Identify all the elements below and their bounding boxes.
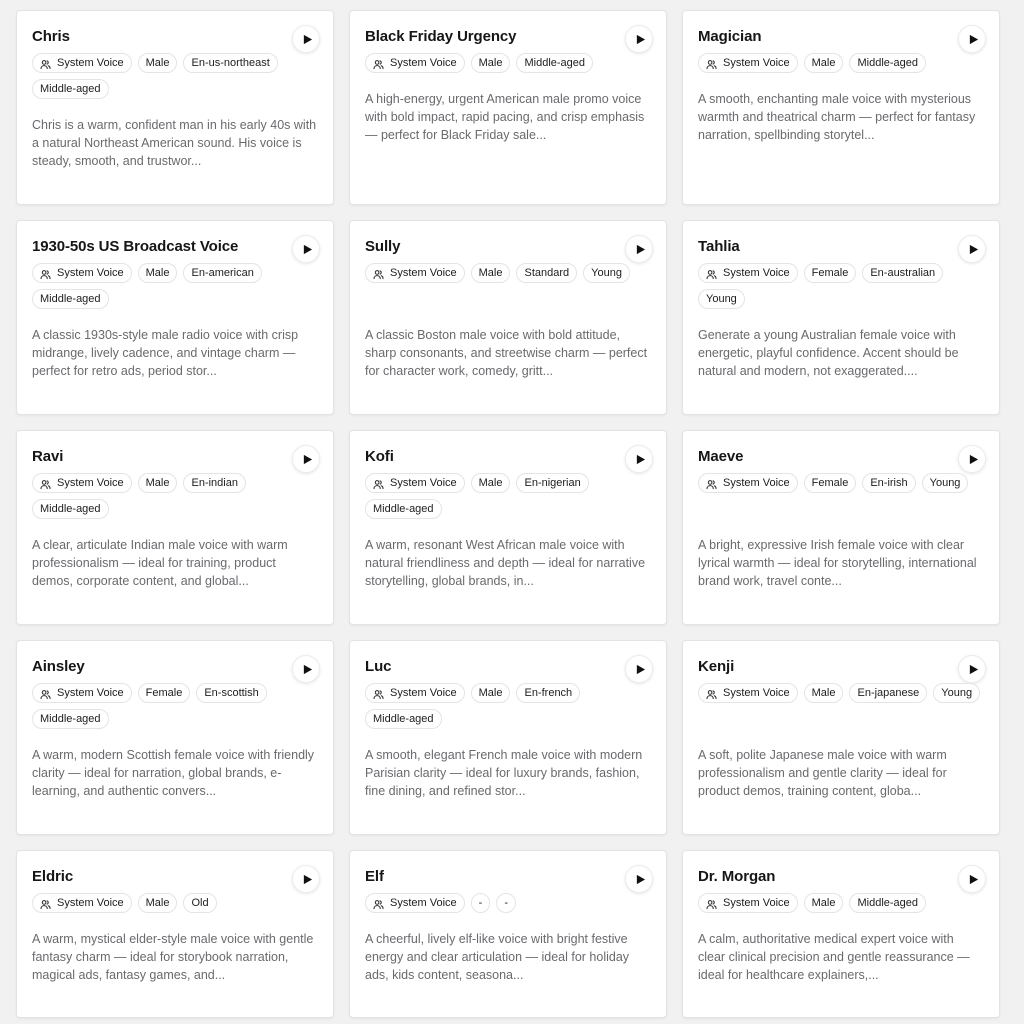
voice-card[interactable] [16, 640, 334, 835]
voice-tags [698, 683, 984, 703]
play-preview-button[interactable] [292, 25, 320, 53]
tag-label: Young [929, 477, 961, 489]
tag-label: En-japanese [857, 687, 920, 699]
voice-tag [516, 683, 580, 703]
voice-tag [698, 289, 745, 309]
user-group-icon [40, 478, 51, 489]
voice-tag [196, 683, 266, 703]
tag-label: System Voice [723, 267, 790, 279]
play-icon [300, 34, 313, 45]
play-icon [633, 34, 646, 45]
voice-name: Elf [365, 868, 384, 885]
voice-tag [471, 683, 511, 703]
voice-card[interactable] [16, 10, 334, 205]
tag-label: En-scottish [204, 687, 259, 699]
voice-description: A calm, authoritative medical expert voice with clear clinical precision and gentle reassurance — ideal for healthcare explainers,... [698, 932, 970, 982]
tag-label: Young [941, 687, 973, 699]
tag-label: En-french [524, 687, 573, 699]
user-group-icon [373, 58, 384, 69]
user-group-icon [706, 688, 717, 699]
tag-label: Middle-aged [857, 897, 919, 909]
voice-description: Generate a young Australian female voice with energetic, playful confidence. Accent should be natural and modern, not exaggerated.... [698, 328, 959, 378]
tag-label: Male [145, 57, 170, 69]
system-voice-tag [698, 263, 798, 283]
voice-description: A soft, polite Japanese male voice with warm professionalism and gentle clarity — ideal for product demos, training content, globa... [698, 748, 947, 798]
tag-label: Female [811, 477, 849, 489]
voice-name: Kofi [365, 448, 394, 465]
play-icon [966, 664, 979, 675]
system-voice-tag [365, 473, 465, 493]
voice-tag [804, 53, 844, 73]
voice-card[interactable] [16, 850, 334, 1018]
tag-label: System Voice [723, 477, 790, 489]
voice-card[interactable] [682, 10, 1000, 205]
voice-description: A classic 1930s-style male radio voice with crisp midrange, lively cadence, and vintage charm — perfect for retro ads, period stor... [32, 328, 299, 378]
system-voice-tag [698, 53, 798, 73]
voice-tag [516, 263, 577, 283]
tag-label: System Voice [390, 57, 457, 69]
voice-tag [32, 289, 109, 309]
user-group-icon [706, 898, 717, 909]
user-group-icon [706, 478, 717, 489]
voice-name: Chris [32, 28, 70, 45]
tag-label: Middle-aged [373, 713, 434, 725]
voice-description: A warm, modern Scottish female voice with friendly clarity — ideal for narration, global brands, e-learning, and authentic convers... [32, 748, 315, 798]
tag-label: System Voice [57, 57, 124, 69]
play-preview-button[interactable] [625, 235, 653, 263]
voice-card[interactable] [16, 430, 334, 625]
tag-label: En-irish [870, 477, 908, 489]
voice-name: Black Friday Urgency [365, 28, 517, 45]
voice-card[interactable] [16, 220, 334, 415]
play-icon [966, 454, 979, 465]
play-icon [633, 454, 646, 465]
voice-tag [933, 683, 980, 703]
voice-name: 1930-50s US Broadcast Voice [32, 238, 239, 255]
play-preview-button[interactable] [625, 655, 653, 683]
user-group-icon [706, 268, 717, 279]
voice-card[interactable] [349, 220, 667, 415]
tag-label: System Voice [57, 267, 124, 279]
play-preview-button[interactable] [292, 655, 320, 683]
play-icon [966, 34, 979, 45]
tag-label: Male [145, 477, 170, 489]
voice-tags [698, 473, 984, 493]
play-preview-button[interactable] [292, 865, 320, 893]
voice-tag [849, 53, 926, 73]
voice-tags [365, 473, 651, 519]
tag-label: Middle-aged [40, 503, 101, 515]
voice-tags [32, 893, 318, 913]
tag-label: Middle-aged [40, 83, 101, 95]
voice-tag [183, 263, 261, 283]
play-icon [633, 244, 646, 255]
play-preview-button[interactable] [958, 235, 986, 263]
user-group-icon [706, 58, 717, 69]
voice-tag [138, 893, 178, 913]
tag-label: En-indian [191, 477, 238, 489]
voice-tag [138, 473, 178, 493]
user-group-icon [40, 268, 51, 279]
voice-description: A warm, mystical elder-style male voice with gentle fantasy charm — ideal for storybook narration, magical ads, fantasy games, and... [32, 932, 314, 982]
tag-label: Middle-aged [857, 57, 919, 69]
user-group-icon [40, 688, 51, 699]
voice-tag [849, 683, 927, 703]
system-voice-tag [32, 683, 132, 703]
play-preview-button[interactable] [958, 25, 986, 53]
system-voice-tag [32, 893, 132, 913]
tag-label: System Voice [723, 687, 790, 699]
voice-tag [32, 79, 109, 99]
tag-label: System Voice [390, 687, 457, 699]
voice-tag [804, 473, 857, 493]
tag-label: Male [811, 897, 836, 909]
voice-card[interactable] [682, 430, 1000, 625]
play-icon [300, 454, 313, 465]
voice-tags [365, 53, 651, 73]
user-group-icon [373, 898, 384, 909]
system-voice-tag [698, 893, 798, 913]
system-voice-tag [365, 893, 465, 913]
system-voice-tag [698, 473, 798, 493]
tag-label: Young [706, 293, 737, 305]
tag-label: Middle-aged [524, 57, 586, 69]
voice-tags [365, 683, 651, 729]
voice-description: A high-energy, urgent American male promo voice with bold impact, rapid pacing, and crisp emphasis — perfect for Black Friday sale... [365, 92, 645, 142]
tag-label: - [504, 897, 508, 909]
user-group-icon [40, 58, 51, 69]
tag-label: Female [145, 687, 183, 699]
play-preview-button[interactable] [958, 655, 986, 683]
system-voice-tag [32, 53, 132, 73]
voice-name: Ainsley [32, 658, 85, 675]
tag-label: Male [145, 267, 170, 279]
play-icon [966, 874, 979, 885]
voice-tag [138, 263, 178, 283]
voice-tag [471, 893, 491, 913]
voice-tags [698, 263, 984, 309]
tag-label: System Voice [723, 897, 790, 909]
voice-tag [183, 473, 245, 493]
voice-name: Kenji [698, 658, 735, 675]
tag-label: System Voice [57, 477, 124, 489]
voice-tag [138, 683, 191, 703]
play-icon [633, 664, 646, 675]
voice-tag [32, 499, 109, 519]
voice-description: A smooth, elegant French male voice with modern Parisian clarity — ideal for luxury brands, fashion, fine dining, and refined stor... [365, 748, 643, 798]
voice-card[interactable] [682, 850, 1000, 1018]
tag-label: System Voice [390, 477, 457, 489]
voice-tags [698, 893, 984, 913]
voice-tag [516, 473, 588, 493]
user-group-icon [373, 478, 384, 489]
tag-label: Male [478, 267, 503, 279]
voice-tag [516, 53, 593, 73]
play-preview-button[interactable] [958, 445, 986, 473]
tag-label: Female [811, 267, 849, 279]
voice-name: Eldric [32, 868, 74, 885]
voice-tags [32, 53, 318, 99]
voice-tag [365, 709, 442, 729]
play-preview-button[interactable] [625, 445, 653, 473]
tag-label: System Voice [57, 897, 124, 909]
tag-label: Standard [524, 267, 570, 279]
tag-label: Middle-aged [40, 713, 101, 725]
tag-label: System Voice [57, 687, 124, 699]
tag-label: Middle-aged [40, 293, 101, 305]
tag-label: En-nigerian [524, 477, 581, 489]
play-preview-button[interactable] [292, 235, 320, 263]
voice-description: A cheerful, lively elf-like voice with bright festive energy and clear articulation — ideal for holiday ads, kids content, seasona... [365, 932, 630, 982]
voice-tag [471, 473, 511, 493]
tag-label: En-us-northeast [191, 57, 270, 69]
voice-name: Ravi [32, 448, 64, 465]
voice-description: A clear, articulate Indian male voice with warm professionalism — ideal for training, product demos, corporate content, and global... [32, 538, 288, 588]
tag-label: System Voice [723, 57, 790, 69]
voice-name: Maeve [698, 448, 744, 465]
play-preview-button[interactable] [625, 25, 653, 53]
voice-tags [32, 683, 318, 729]
tag-label: En-australian [870, 267, 936, 279]
voice-name: Dr. Morgan [698, 868, 776, 885]
tag-label: En-american [191, 267, 254, 279]
voice-tag [804, 893, 844, 913]
voice-tags [32, 263, 318, 309]
system-voice-tag [32, 263, 132, 283]
voice-tag [849, 893, 926, 913]
voice-tag [183, 53, 277, 73]
tag-label: Young [591, 267, 622, 279]
tag-label: Male [811, 57, 836, 69]
voice-description: A warm, resonant West African male voice with natural friendliness and depth — ideal for narrative storytelling, global brands, in... [365, 538, 646, 588]
voice-name: Luc [365, 658, 392, 675]
user-group-icon [373, 688, 384, 699]
play-preview-button[interactable] [625, 865, 653, 893]
voice-tag [365, 499, 442, 519]
voice-description: A smooth, enchanting male voice with mysterious warmth and theatrical charm — perfect for fantasy narration, spellbinding storytel... [698, 92, 976, 142]
voice-name: Magician [698, 28, 762, 45]
voice-tag [804, 263, 857, 283]
system-voice-tag [365, 683, 465, 703]
voice-description: Chris is a warm, confident man in his early 40s with a natural Northeast American sound. His voice is steady, smooth, and trustwor... [32, 118, 317, 168]
voice-description: A classic Boston male voice with bold attitude, sharp consonants, and streetwise charm — perfect for character work, comedy, gritt... [365, 328, 648, 378]
tag-label: Male [478, 687, 503, 699]
system-voice-tag [32, 473, 132, 493]
system-voice-tag [698, 683, 798, 703]
voice-tag [183, 893, 216, 913]
tag-label: System Voice [390, 897, 457, 909]
voice-name: Sully [365, 238, 401, 255]
voice-tag [471, 53, 511, 73]
tag-label: System Voice [390, 267, 457, 279]
tag-label: - [478, 897, 483, 909]
tag-label: Old [191, 897, 209, 909]
voice-tag [804, 683, 844, 703]
system-voice-tag [365, 53, 465, 73]
play-icon [966, 244, 979, 255]
voice-tag [496, 893, 516, 913]
voice-tags [365, 893, 651, 913]
tag-label: Middle-aged [373, 503, 434, 515]
tag-label: Male [811, 687, 836, 699]
play-icon [300, 664, 313, 675]
voice-card[interactable] [349, 10, 667, 205]
play-icon [300, 874, 313, 885]
system-voice-tag [365, 263, 465, 283]
play-preview-button[interactable] [292, 445, 320, 473]
voice-tag [922, 473, 969, 493]
user-group-icon [40, 898, 51, 909]
voice-tag [583, 263, 630, 283]
voice-card[interactable] [349, 850, 667, 1018]
voice-tag [862, 473, 915, 493]
voice-tag [32, 709, 109, 729]
tag-label: Male [478, 477, 503, 489]
play-icon [300, 244, 313, 255]
voice-tags [365, 263, 651, 283]
voice-tags [32, 473, 318, 519]
voice-name: Tahlia [698, 238, 740, 255]
voice-tag [862, 263, 943, 283]
voice-tag [471, 263, 511, 283]
voice-tag [138, 53, 178, 73]
tag-label: Male [145, 897, 170, 909]
user-group-icon [373, 268, 384, 279]
play-icon [633, 874, 646, 885]
voice-card[interactable] [349, 640, 667, 835]
play-preview-button[interactable] [958, 865, 986, 893]
voice-card[interactable] [349, 430, 667, 625]
voice-card[interactable] [682, 640, 1000, 835]
tag-label: Male [478, 57, 503, 69]
voice-description: A bright, expressive Irish female voice with clear lyrical warmth — ideal for storytelling, international brand work, travel conte... [698, 538, 977, 588]
voice-card[interactable] [682, 220, 1000, 415]
voice-tags [698, 53, 984, 73]
